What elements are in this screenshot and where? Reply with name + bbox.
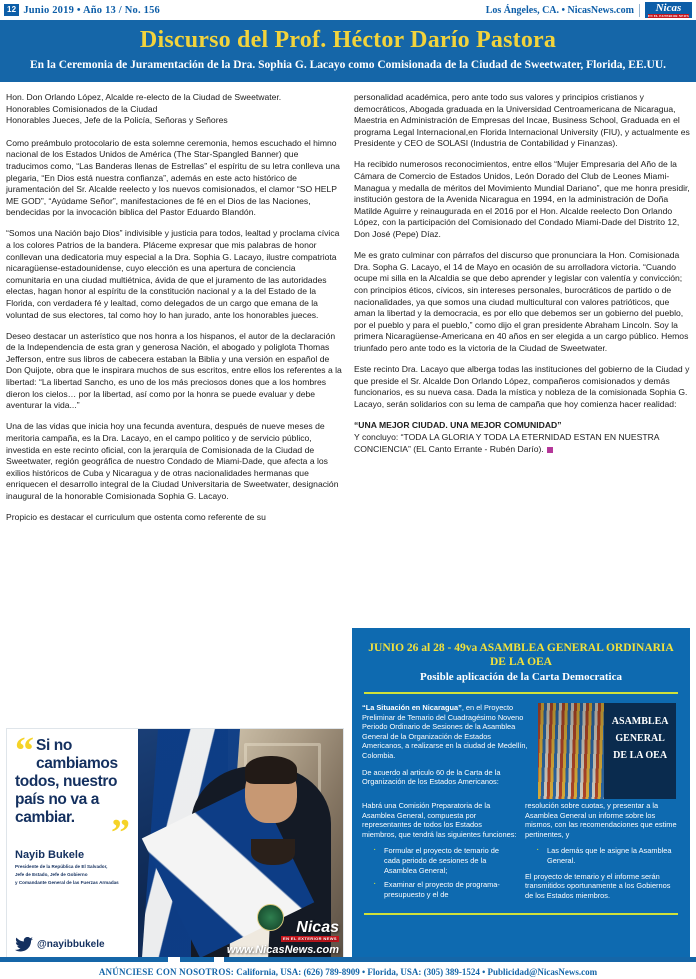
article-paragraph: “Somos una Nación bajo Dios” indivisible y justicia para todos, lealtad y proclama cívica a los colores Patrios de la bandera. Pláceme expresar que mis palabras de honor conllevan una dedicatoria muy especial a la Dra. Sophia G. Lacayo, ilustre compatriota nicaragüense-estadounidense, cuyo elección es una apertura de conciencia comunitaria en una ciudad multiétnica, ávida de que el juramento de las autoridades electas, hagan honor al espíritu de la constitución nacional y a la del Estado de la Florida, con verdadera fé y lealtad, como delegados de un cargo que emana de la voluntad de sus electores, tal como hoy lo han jurado, ante los honorables jueces.: [6, 228, 340, 320]
title-banner: [0, 20, 696, 82]
oea-divider-bottom: [364, 913, 678, 915]
oea-divider-top: [364, 692, 678, 694]
emblem-line: ASAMBLEA: [611, 716, 669, 727]
emblem-line: DE LA OEA: [613, 750, 668, 761]
article-paragraph: Deseo destacar un asterístico que nos honra a los hispanos, el autor de la declaración de la Independencia de esta gran y generosa Nación, el abogado y poliglota Thomas Jefferson, entre sus libros de cabecera estaban la Biblia y una versión en español de Don Quijote, obra que le inspirara muchos de sus escritos, entre ellos los referentes a la libertad: “La libertad Sancho, es uno de los más preciosos dones que a los hombres dieron los cielos… por la libertad, así como por la honra se puede evaluar y debe aventurar la vida...”: [6, 330, 342, 411]
oea-function-item: · Examinar el proyecto de programa-presupuesto y el de: [384, 880, 517, 899]
emblem-text: [604, 703, 676, 799]
right-column: [354, 92, 690, 533]
oea-functions-left: [362, 846, 517, 899]
bukele-advertisement[interactable]: [6, 728, 344, 959]
masthead-right: [486, 2, 692, 19]
oea-intro-bold: “La Situación en Nicaragua”: [362, 703, 462, 712]
masthead: [0, 0, 696, 20]
national-seal-icon: [257, 904, 284, 931]
left-column: [6, 92, 342, 533]
salutation-line: Honorables Jueces, Jefe de la Policía, Señoras y Señores: [6, 115, 228, 126]
oea-function-continued: resolución sobre cuotas, y presentar a la Asamblea General un informe sobre los mismos, con las recomendaciones que estime pertinentes, y: [525, 801, 677, 839]
oea-commission-text: Habrá una Comisión Preparatoria de la Asamblea General, compuesta por representantes de todos los Estados miembros, que tendrá las siguientes funciones:: [362, 801, 517, 839]
campaign-slogan: “UNA MEJOR CIUDAD. UNA MEJOR COMUNIDAD”: [354, 419, 562, 430]
page-title: Discurso del Prof. Héctor Darío Pastora: [139, 27, 557, 53]
article-paragraph: Como preámbulo protocolario de esta solemne ceremonia, hemos escuchado el himno nacional de los Estados Unidos de América (The Star-Spangled Banner) que traducimos como, “Las Banderas llenas de Estrellas” el espíritu de su letra conlleva una plegaria, “En Dios está nuestra confianza”, además en este acto histórico de juramentación del Sr. Alcalde reelecto y los nuevos comisionados, el clamor “SO HELP ME GOD”, “Ayúdame Señor”, manifestaciones de fé en el Dios de las Naciones, bendecidas por la invocación biblica del Pastor Eduardo Blandón.: [6, 137, 340, 218]
footer-contact-line: [0, 967, 696, 977]
article-closing-text: Y concluyo: “TODA LA GLORIA Y TODA LA ETERNIDAD ESTAN EN NUESTRA CONCIENCIA” (EL Canto Errante - Rubén Darío).: [354, 432, 660, 455]
article-paragraph: Este recinto Dra. Lacayo que alberga todas las instituciones del gobierno de la Ciudad y que preside el Sr. Alcalde Don Orlando López, compañeros comisionados y demás funcionarios, es su nueva casa. Dada la mística y nobleza de la comisionada Sophia G. Lacayo, serán solidarios con su lema de campaña que hoy comienza hacer realidad:: [354, 363, 690, 409]
bukele-role-line: Presidente de la República de El Salvador,: [15, 864, 108, 869]
oea-headline: JUNIO 26 al 28 - 49va ASAMBLEA GENERAL ORDINARIA DE LA OEA: [368, 642, 674, 668]
oea-article-reference: De acuerdo al articulo 60 de la Carta de la Organización de los Estados Americanos:: [362, 767, 501, 787]
twitter-handle-text: @nayibbukele: [37, 939, 105, 950]
oea-info-box: [352, 628, 690, 959]
quote-close-icon: ”: [111, 812, 128, 854]
oea-footnote: El proyecto de temario y el informe serán transmitidos oportunamente a los Gobiernos de los Estados miembros.: [525, 871, 671, 900]
page-subtitle: En la Ceremonia de Juramentación de la Dra. Sophia G. Lacayo como Comisionada de la Ciudad de Sweetwater, Florida, EE.UU.: [29, 59, 667, 71]
oea-right-col: [525, 801, 680, 907]
footer-rule: [0, 957, 696, 962]
twitter-handle[interactable]: [15, 937, 105, 952]
salutation-line: Honorables Comisionados de la Ciudad: [6, 103, 158, 114]
article-paragraph: Me es grato culminar con párrafos del discurso que pronunciara la Hon. Comisionada Dra. Sopha G. Lacayo, el 14 de Mayo en ocasión de su arrolladora victoria. “Cuando ocupe mi silla en la Alcaldia se que debo aprender y legislar con valentía y convicción; con principios éticos, cívicos, sin intereses personales, burocráticos de partido o de nacionalidades, ya que somos una ciudad multicultural con valores patrióticos, que aman la libertad y la democracia, es por ello que debemos ser un gobierno del pueblo, por el pueblo y para el pueblo,” como dijo el gran presidente Abraham Lincoln. Soy la primera Nicaragüense-Americana en 40 años en ser elegida a un cargo público. Hemos triunfado pero ante todo es la victoria de la Ciudad de Sweetwater.: [354, 250, 689, 353]
emblem-line: GENERAL: [615, 733, 665, 744]
bukele-role-line: Jefe de Estado, Jefe de Gobierno: [15, 872, 88, 878]
issue-line: Junio 2019 • Año 13 / No. 156: [23, 4, 160, 16]
bukele-quote-panel: [7, 729, 138, 958]
nicas-watermark-tagline: EN EL EXTERIOR NEWS: [283, 936, 337, 941]
article-paragraph: Una de las vidas que inicia hoy una fecunda aventura, después de nueve meses de meritoria campaña, es la Dra. Lacayo, en el campo politico y de servicio público, investida en este recinto oficial, con la jerarquía de Comisionada de la Ciudad de Sweetwater, región geográfica de nuestro Condado de Miami-Dade, que afecta a los exilios históricos de Cuba y Nicaragua y de otras nacionalidades hermanas que enriquecen el desarrollo integral de la Ciudad Universitaria de Sweetwater, designación inaugural de la honorable Comisionada Sophia G. Lacayo.: [6, 421, 339, 501]
twitter-icon: [15, 937, 33, 952]
page-number-badge: 12: [4, 4, 19, 16]
bukele-quote-text: Si no cambiamos todos, nuestro país no va a cambiar.: [15, 737, 118, 826]
nicas-watermark: [281, 920, 339, 942]
oea-intro-paragraph: [362, 703, 530, 761]
masthead-divider: [639, 4, 640, 17]
nicas-logo: [645, 2, 692, 19]
nicas-logo-name: Nicas: [655, 1, 682, 14]
oea-upper-section: [362, 703, 680, 799]
photo-beard: [251, 839, 295, 865]
article-paragraph: personalidad académica, pero ante todo sus valores y principios cristianos y democráticos, Abogada graduada en la Universidad Centroamericana de Nicaragua, Maestria en Administración de Empresas del Incae, Business School, Graduada en el programa Legal Internacional,en Florida Internacional University (FIU), y actualmente es Presidente y CEO de SOLASI (Industria de Contabilidad y Finanzas).: [354, 92, 690, 149]
oea-lower-columns: [362, 801, 680, 907]
oea-left-col: [362, 801, 517, 907]
photo-hair: [245, 756, 297, 784]
salutation-line: Hon. Don Orlando López, Alcalde re-electo de la Ciudad de Sweetwater.: [6, 92, 282, 102]
footer-lead: ANÚNCIESE CON NOSOTROS:: [98, 967, 234, 977]
footer-contact: California, USA: (626) 789-8909 • Florida, USA: (305) 389-1524 • Publicidad@NicasNews.com: [233, 967, 598, 977]
article-paragraph: Propicio es destacar el curriculum que ostenta como referente de su: [6, 512, 266, 522]
masthead-left: [4, 4, 160, 16]
emblem-photo: [538, 703, 610, 799]
nicas-logo-tagline: EN EL EXTERIOR NEWS: [647, 14, 689, 19]
oea-intro-rest: , en el Proyecto Preliminar de Temario del Cuadragésimo Noveno Periodo Ordinario de Sesiones de la Asamblea General de la Organización de Estados Americanos, a realizarse en la ciudad de Medellín, Colombia.: [362, 703, 528, 760]
oea-function-item: · Formular el proyecto de temario de cada periodo de sesiones de la Asamblea General;: [384, 846, 517, 875]
end-mark-icon: [547, 447, 553, 453]
quote-open-icon: “: [15, 730, 32, 772]
nicas-watermark-name: Nicas: [296, 919, 339, 936]
location-and-site: Los Ángeles, CA. • NicasNews.com: [485, 4, 634, 16]
bukele-role-line: y Comandante General de las Fuerzas Armadas: [15, 880, 119, 886]
footer-rule-gap: [214, 957, 224, 962]
footer-rule-gap: [168, 957, 180, 962]
salutation-block: [6, 92, 342, 127]
bukele-name: Nayib Bukele: [15, 849, 85, 861]
oea-functions-right: [525, 846, 680, 865]
oea-subheadline: Posible aplicación de la Carta Democratica: [420, 671, 622, 683]
oea-assembly-emblem: [538, 703, 676, 799]
article-closing: [354, 432, 690, 455]
article-columns: [6, 92, 690, 533]
site-url[interactable]: www.NicasNews.com: [226, 944, 339, 956]
oea-function-item: · Las demás que le asigne la Asamblea General.: [547, 846, 680, 865]
article-paragraph: Ha recibido numerosos reconocimientos, entre ellos “Mujer Empresaria del Año de la Cámara de Comercio de Estados Unidos, León Dorado del Club de Leones Miami-Managua y medalla de méritos del Movimiento Mundial Dariano”, que me honra presidir, institución gestora de la Avenida Nicaragua en 1994, en la administración de Doña Matilde Aguirre y reinaugurada en el 2016 por el Hon. Alcalde reelecto Don Orlando López, con la participación del Comisionado del Condado Miami-Dade del Distrito 12, Don José (Pepe) Díaz.: [354, 159, 690, 240]
bukele-photo: [138, 729, 343, 958]
oea-intro-text: [362, 703, 530, 799]
